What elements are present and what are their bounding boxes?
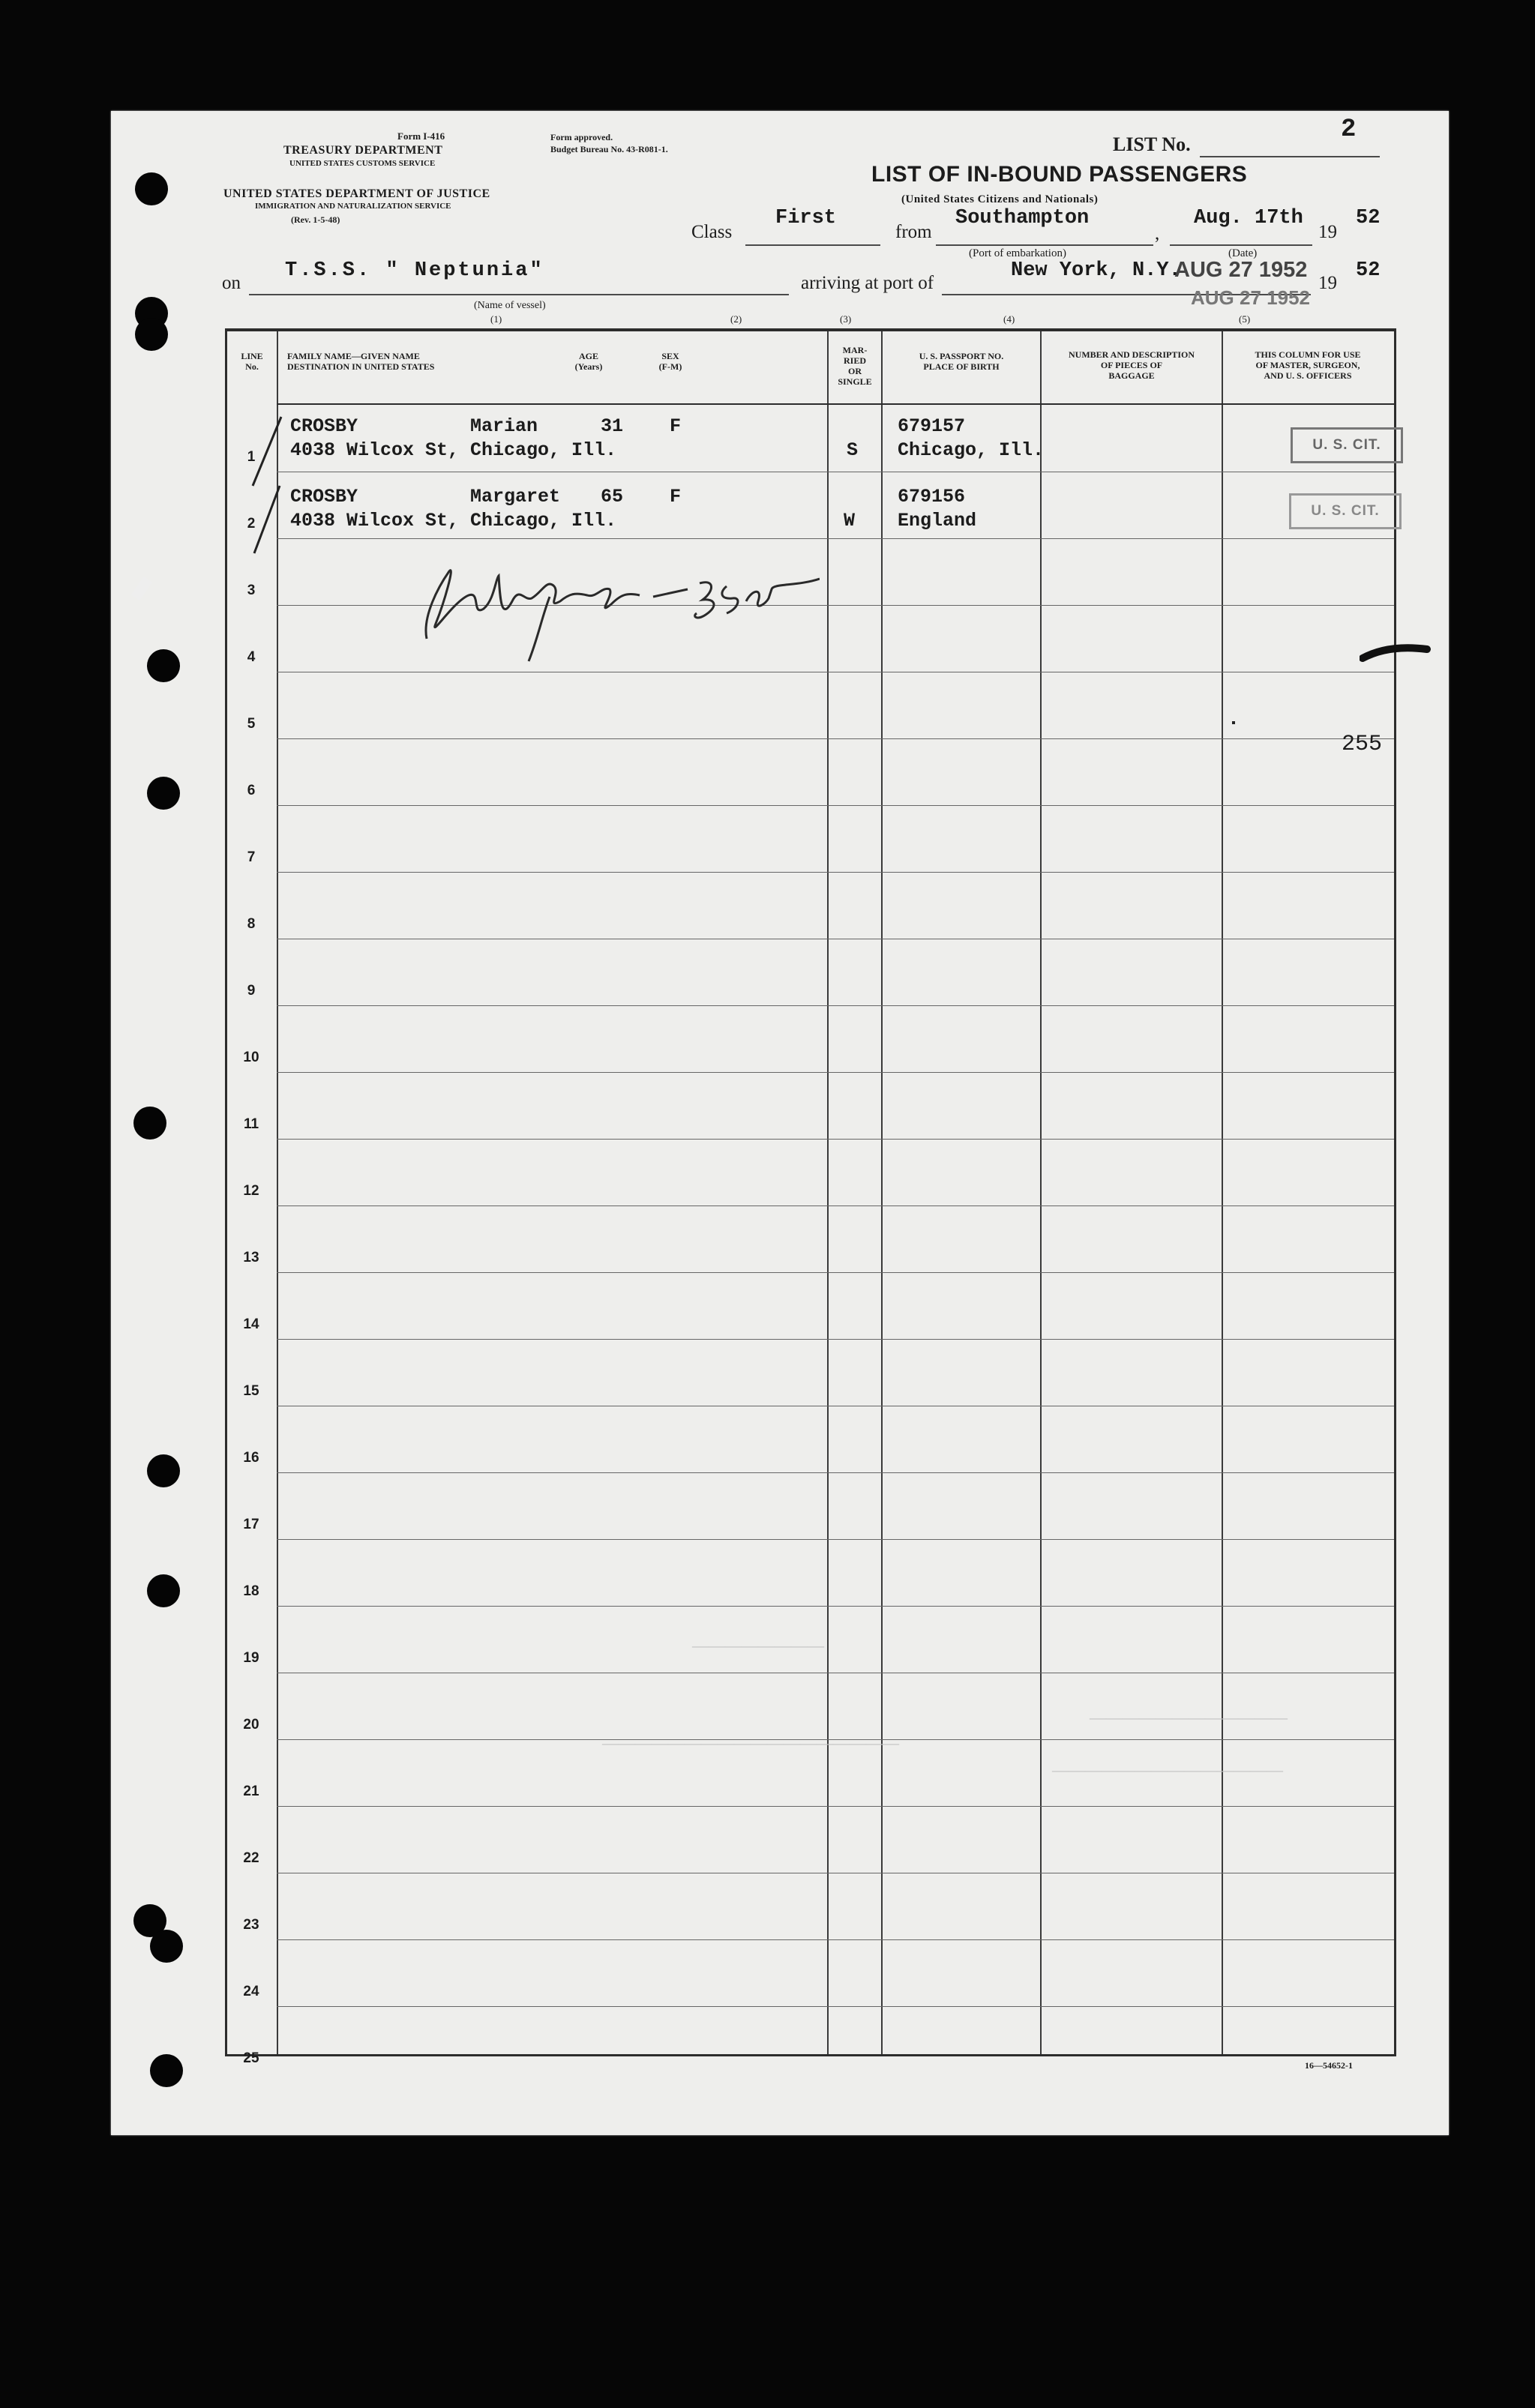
print-code: 16—54652-1: [1305, 2060, 1353, 2071]
year-prefix: 19: [1318, 222, 1337, 242]
line-number: 20: [243, 1717, 259, 1733]
row1-marital-status: S: [847, 439, 859, 461]
form-number: Form I-416: [397, 130, 445, 142]
col1-number: (1): [490, 313, 502, 325]
row-rule: [277, 2006, 1394, 2007]
row-rule: [277, 1539, 1394, 1540]
line-number: 6: [247, 783, 256, 798]
embarkation-port: Southampton: [955, 207, 1090, 229]
row-rule: [277, 1139, 1394, 1140]
row1-age: 31: [601, 415, 624, 437]
line-number: 3: [247, 583, 256, 598]
line-number: 9: [247, 983, 256, 999]
handwritten-signature: [400, 556, 820, 669]
passenger-table: LINE No. FAMILY NAME—GIVEN NAME DESTINATION IN UNITED STATES AGE (Years) SEX (F-M) MAR- RIED OR SINGLE U. S. PASSPORT NO. PLACE OF BIRTH NUMBER AND DESCRIPTION OF PIECES OF BAGGAGE THIS COLUMN FOR USE OF MASTER, SURGEON, AND U. S. OFFICERS 1 2 3 4 5 6 7 8 9 10 11 12 13 14 15 16 17 18 19 20 21 22 23 24 25 CROSBY Marian 31 F 4038 Wilcox St, Chicago, Ill. S 679157 Chicago, Ill. U. S. CIT. CROSBY Margaret 65 F 4038 Wilcox St, Chicago, Ill. W 679156 England U. S. CIT. 255 ———————— ———————————— —————————————————— ——————————————: [225, 328, 1396, 2056]
row-rule: [277, 738, 1394, 739]
line-number: 7: [247, 849, 256, 865]
justice-label: UNITED STATES DEPARTMENT OF JUSTICE: [223, 187, 490, 200]
line-number: 13: [243, 1250, 259, 1265]
date-caption: (Date): [1228, 247, 1258, 259]
form-title: LIST OF IN-BOUND PASSENGERS: [871, 162, 1248, 187]
line-number: 25: [243, 2050, 259, 2066]
year2-suffix: 52: [1356, 259, 1381, 282]
row1-sex: F: [670, 415, 682, 437]
row-rule: [277, 1072, 1394, 1073]
row2-family-name: CROSBY: [290, 486, 358, 508]
row1-birthplace: Chicago, Ill.: [898, 439, 1045, 461]
list-line: [1200, 156, 1380, 157]
year-suffix: 52: [1356, 207, 1381, 229]
form-subtitle: (United States Citizens and Nationals): [901, 193, 1099, 205]
ins-label: IMMIGRATION AND NATURALIZATION SERVICE: [255, 202, 451, 211]
line-number: 8: [247, 916, 256, 932]
row-rule: [277, 1005, 1394, 1006]
binder-hole: [135, 318, 168, 351]
treasury-label: TREASURY DEPARTMENT: [283, 144, 443, 157]
line-number: 18: [243, 1583, 259, 1599]
line-number: 11: [243, 1116, 259, 1132]
col3-number: (3): [840, 313, 852, 325]
budget-bureau: Budget Bureau No. 43-R081-1.: [550, 144, 668, 154]
row2-birthplace: England: [898, 510, 977, 532]
arrival-port: New York, N.Y.: [1011, 259, 1181, 282]
departure-date: Aug. 17th: [1194, 207, 1303, 229]
line-number: 19: [243, 1650, 259, 1666]
col4-number: (4): [1003, 313, 1015, 325]
row-rule: [277, 1806, 1394, 1807]
row-rule: [277, 1939, 1394, 1940]
check-marks: [242, 414, 302, 564]
row-rule: [277, 538, 1394, 539]
binder-hole: [147, 777, 180, 810]
class-label: Class: [691, 222, 733, 242]
header-age: AGE (Years): [574, 351, 603, 372]
header-sex: SEX (F-M): [658, 351, 682, 372]
header-married: MAR- RIED OR SINGLE: [838, 345, 872, 387]
line-number: 24: [243, 1984, 259, 1999]
col5-number: (5): [1239, 313, 1251, 325]
binder-hole: [147, 1574, 180, 1607]
list-number: 2: [1341, 115, 1357, 144]
arrival-date-stamp: AUG 27 1952: [1174, 258, 1308, 282]
binder-hole: [150, 2054, 183, 2087]
binder-hole: [147, 649, 180, 682]
line-number: 16: [243, 1450, 259, 1466]
row2-sex: F: [670, 486, 682, 508]
header-passport: U. S. PASSPORT NO. PLACE OF BIRTH: [919, 351, 1004, 372]
row1-family-name: CROSBY: [290, 415, 358, 437]
line-number: 22: [243, 1850, 259, 1866]
row-rule: [277, 1606, 1394, 1607]
annotation-number: 255: [1342, 732, 1383, 757]
col2-number: (2): [730, 313, 742, 325]
port-caption: (Port of embarkation): [969, 247, 1066, 259]
row2-passport: 679156: [898, 486, 966, 508]
binder-hole: [133, 1107, 166, 1140]
header-name: FAMILY NAME—GIVEN NAME DESTINATION IN UNITED STATES: [287, 351, 435, 372]
binder-hole: [150, 1930, 183, 1963]
row-rule: [277, 872, 1394, 873]
list-label: LIST No.: [1113, 133, 1191, 155]
line-number: 5: [247, 716, 256, 732]
row-rule: [277, 1205, 1394, 1206]
arriving-label: arriving at port of: [801, 273, 934, 293]
line-number: 15: [243, 1383, 259, 1399]
row2-marital-status: W: [844, 510, 856, 532]
line-number: 10: [243, 1050, 259, 1065]
header-line-no: LINE No.: [241, 351, 263, 372]
row1-passport: 679157: [898, 415, 966, 437]
line-number: 12: [243, 1183, 259, 1199]
form-approved: Form approved.: [550, 132, 613, 142]
on-label: on: [222, 273, 241, 293]
line-number: 14: [243, 1316, 259, 1332]
row-rule: [277, 805, 1394, 806]
line-number: 21: [243, 1784, 259, 1799]
row-rule: [277, 1339, 1394, 1340]
row2-us-cit-stamp: U. S. CIT.: [1289, 493, 1402, 529]
header-officers: THIS COLUMN FOR USE OF MASTER, SURGEON, AND U. S. OFFICERS: [1255, 349, 1361, 381]
line-number: 4: [247, 649, 256, 665]
class-value: First: [775, 207, 837, 229]
row2-age: 65: [601, 486, 624, 508]
form-page: Form I-416 TREASURY DEPARTMENT UNITED STATES CUSTOMS SERVICE UNITED STATES DEPARTMENT OF JUSTICE IMMIGRATION AND NATURALIZATION SERVICE (Rev. 1-5-48) Form approved. Budget Bureau No. 43-R081-1. LIST No. 2 LIST OF IN-BOUND PASSENGERS (United States Citizens and Nationals) Class First from Southampton (Port of embarkation) , Aug. 17th (Date) 19 52 on T.S.S. " Neptunia" (Name of vessel) (1) arriving at port of New York, N.Y. AUG 27 1952 AUG 27 1952 (5) 19 52 (2) (3) (4) LINE No. FAMILY NAME—GIVEN NAME DESTINATION IN UNITED STATES AGE (Years) SEX (F-M) MAR- RIED OR SINGLE U. S. PASSPORT NO. PLACE OF BIRTH NUMBER AND DESCRIPTION OF PIECES OF BAGGAGE THIS COLUMN FOR USE OF MASTER, SURGEON, AND U. S. OFFICERS 1 2 3 4 5 6 7 8 9 10 11 12 13 14 15 16 17 18 19 20 21 22 23 24 25 CROSBY Marian 31 F 4038 Wilcox St, Chicago, Ill. S 679157 Chicago, Ill. U. S. CIT. CROSBY Margaret 65 F 4038 Wilcox St, Chicago, Ill. W 679156 England U. S. CIT. 255 ———————— ———————————— —————————————————— —————————————— 16—54652-1: [111, 111, 1449, 2135]
line-number: 17: [243, 1517, 259, 1532]
binder-hole: [147, 1454, 180, 1487]
from-label: from: [895, 222, 932, 242]
row1-given-name: Marian: [470, 415, 538, 437]
row-rule: [277, 1472, 1394, 1473]
row-rule: [277, 1272, 1394, 1273]
revision-label: (Rev. 1-5-48): [291, 214, 340, 225]
arrival-date-stamp-2: AUG 27 1952: [1191, 286, 1310, 309]
binder-hole: [135, 172, 168, 205]
header-baggage: NUMBER AND DESCRIPTION OF PIECES OF BAGGAGE: [1068, 349, 1195, 381]
row2-given-name: Margaret: [470, 486, 561, 508]
year2-prefix: 19: [1318, 273, 1337, 293]
vessel-caption: (Name of vessel): [474, 300, 546, 311]
line-number: 23: [243, 1917, 259, 1933]
vessel-name: T.S.S. " Neptunia": [285, 259, 544, 282]
pen-dash-mark: [1360, 640, 1435, 670]
line-number: 2: [247, 516, 256, 532]
row2-address: 4038 Wilcox St, Chicago, Ill.: [290, 510, 617, 532]
line-number: 1: [247, 449, 256, 465]
row1-address: 4038 Wilcox St, Chicago, Ill.: [290, 439, 617, 461]
row1-us-cit-stamp: U. S. CIT.: [1291, 427, 1403, 463]
customs-label: UNITED STATES CUSTOMS SERVICE: [289, 159, 436, 168]
